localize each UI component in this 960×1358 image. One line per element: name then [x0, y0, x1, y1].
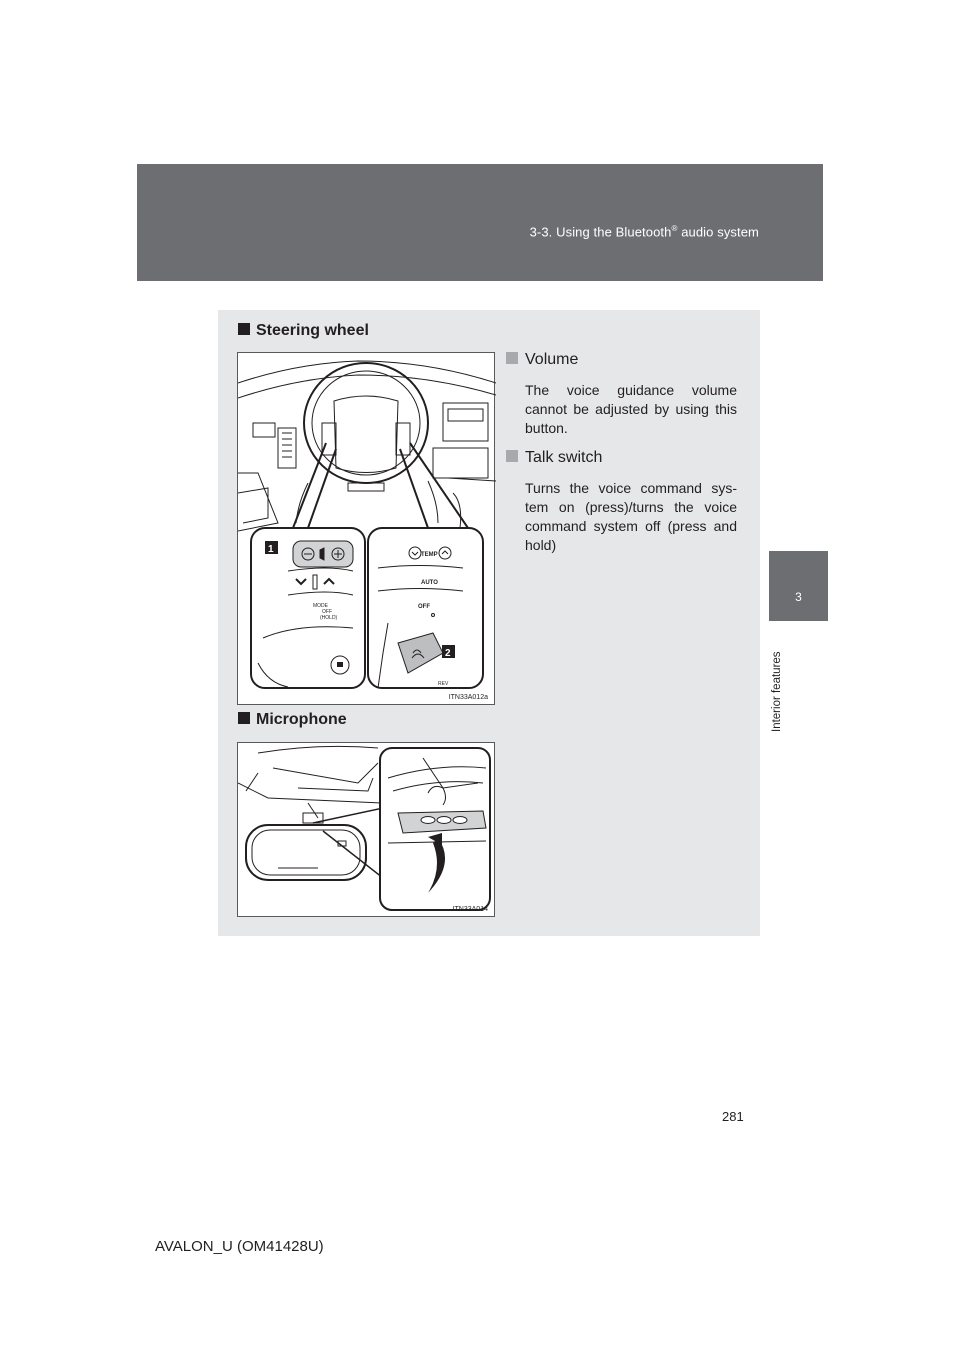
mode-hold-label: (HOLD)	[320, 615, 338, 621]
mode-label: MODE	[313, 603, 328, 609]
mode-off-label: OFF	[322, 609, 332, 615]
microphone-heading: Microphone	[238, 711, 347, 729]
callout-2-label: 2	[445, 648, 451, 659]
auto-label: AUTO	[421, 580, 438, 586]
document-id: AVALON_U (OM41428U)	[155, 1238, 324, 1255]
volume-description: The voice guidance volume cannot be adjusted by using this button.	[525, 382, 737, 436]
rev-label: REV	[438, 681, 449, 687]
figure-code: ITN33A014	[452, 906, 488, 913]
figure-code: ITN33A012a	[448, 694, 488, 701]
chapter-tab[interactable]	[769, 551, 828, 621]
gray-square-bullet-icon	[506, 450, 518, 462]
chapter-label: Interior features	[771, 651, 783, 732]
microphone-figure	[237, 742, 495, 917]
microphone-illustration	[238, 743, 496, 918]
section-title: 3-3. Using the Bluetooth® audio system	[529, 224, 759, 240]
steering-wheel-illustration	[238, 353, 496, 706]
page-number: 281	[722, 1109, 744, 1124]
off-label: OFF	[418, 604, 430, 610]
steering-heading: Steering wheel	[238, 322, 369, 340]
volume-heading: Volume	[506, 351, 578, 369]
chapter-number: 3	[795, 590, 802, 604]
talk-switch-heading: Talk switch	[506, 449, 602, 467]
phone-icon	[337, 662, 343, 667]
gray-square-bullet-icon	[506, 352, 518, 364]
square-bullet-icon	[238, 712, 250, 724]
callout-1-label: 1	[268, 544, 274, 555]
steering-wheel-figure	[237, 352, 495, 705]
header-band	[137, 164, 823, 281]
square-bullet-icon	[238, 323, 250, 335]
temp-label: TEMP	[421, 552, 438, 558]
talk-switch-description: Turns the voice command sys- tem on (press)/turns the voice command system off (press and hold)	[525, 480, 737, 553]
